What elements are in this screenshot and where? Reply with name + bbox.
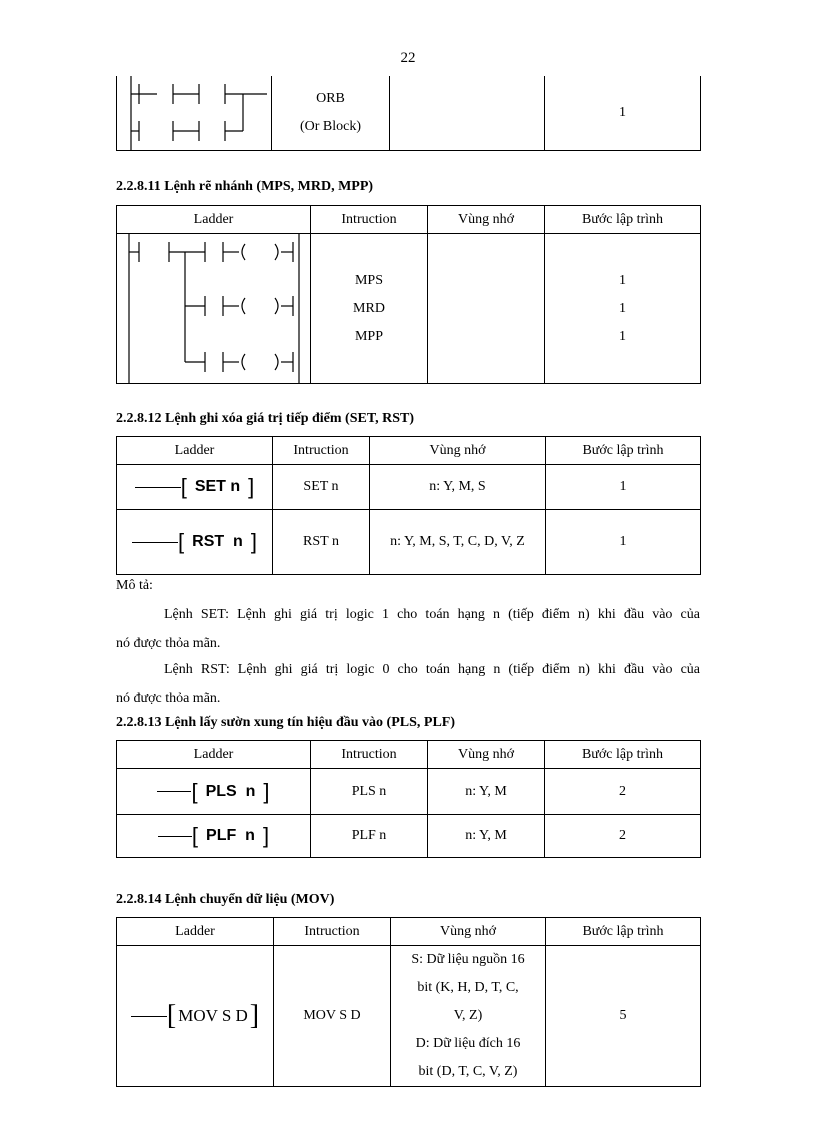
s14-steps: 5: [546, 946, 701, 1087]
s13-pls-memory: n: Y, M: [428, 769, 545, 815]
orb-memory: [390, 76, 545, 151]
s11-step-mpp: 1: [619, 328, 626, 344]
s14-header-instruction: Intruction: [274, 918, 391, 946]
s14-memory-line3: V, Z): [453, 1008, 483, 1023]
orb-steps: 1: [545, 76, 701, 151]
s13-plf-steps: 2: [545, 815, 701, 858]
s13-plf-ladder: [ PLF n ]: [117, 815, 311, 858]
orb-instruction-line1: ORB: [316, 91, 345, 106]
s11-ladder: [117, 234, 311, 384]
section-13-heading: 2.2.8.13 Lệnh lấy sườn xung tín hiệu đầu vào (PLS, PLF): [116, 715, 456, 730]
s12-rst-memory: n: Y, M, S, T, C, D, V, Z: [370, 510, 546, 575]
s12-rst-steps: 1: [546, 510, 701, 575]
s14-header-steps: Bước lập trình: [546, 918, 701, 946]
plf-ladder-label: PLF n: [206, 827, 255, 844]
orb-ladder: [117, 76, 272, 151]
s13-header-steps: Bước lập trình: [545, 741, 701, 769]
section-11-table: [116, 205, 701, 384]
s14-header-memory: Vùng nhớ: [391, 918, 546, 946]
s11-header-instruction: Intruction: [311, 206, 428, 234]
section-14-table: [116, 917, 701, 1087]
s14-instruction: MOV S D: [274, 946, 391, 1087]
s14-memory-line1: S: Dữ liệu nguồn 16: [411, 952, 525, 967]
description-label: Mô tả:: [116, 578, 153, 593]
page-number: 22: [400, 50, 416, 66]
s11-header-ladder: Ladder: [117, 206, 311, 234]
section-11-heading: 2.2.8.11 Lệnh rẽ nhánh (MPS, MRD, MPP): [116, 179, 374, 194]
s12-rst-instruction: RST n: [273, 510, 370, 575]
set-ladder-label: SET n: [194, 478, 241, 495]
s11-step-mps: 1: [619, 272, 626, 288]
orb-table: [116, 76, 701, 151]
s12-set-steps: 1: [546, 465, 701, 510]
s12-header-ladder: Ladder: [117, 437, 273, 465]
s12-rst-ladder: [ RST n ]: [117, 510, 273, 575]
set-description-line2: nó được thỏa mãn.: [116, 636, 221, 651]
table-row: [117, 946, 701, 1087]
s13-header-ladder: Ladder: [117, 741, 311, 769]
s12-header-steps: Bước lập trình: [546, 437, 701, 465]
orb-instruction-line2: (Or Block): [299, 119, 362, 134]
s11-step-mrd: 1: [619, 300, 626, 316]
s11-instruction-mrd: MRD: [353, 300, 385, 316]
rst-description-line2: nó được thỏa mãn.: [116, 691, 221, 706]
s13-pls-steps: 2: [545, 769, 701, 815]
s11-header-steps: Bước lập trình: [545, 206, 701, 234]
s14-ladder: [ MOV S D ]: [117, 946, 274, 1087]
section-13-table: [116, 740, 701, 858]
s12-set-ladder: [ SET n ]: [117, 465, 273, 510]
s11-instructions: [311, 234, 428, 384]
set-description-line1: Lệnh SET: Lệnh ghi giá trị logic 1 cho toán hạng n (tiếp điểm n) khi đầu vào của: [164, 607, 700, 622]
s14-header-ladder: Ladder: [117, 918, 274, 946]
s11-header-memory: Vùng nhớ: [428, 206, 545, 234]
s11-instruction-mps: MPS: [354, 272, 384, 288]
table-row: [117, 769, 701, 815]
section-14-heading: 2.2.8.14 Lệnh chuyển dữ liệu (MOV): [116, 892, 335, 907]
orb-instruction: [272, 76, 390, 151]
section-12-heading: 2.2.8.12 Lệnh ghi xóa giá trị tiếp điểm (SET, RST): [116, 411, 415, 426]
s14-memory-line2: bit (K, H, D, T, C,: [417, 980, 519, 995]
s13-pls-instruction: PLS n: [311, 769, 428, 815]
s13-plf-instruction: PLF n: [311, 815, 428, 858]
table-row: [117, 510, 701, 575]
s11-steps: [545, 234, 701, 384]
s12-set-memory: n: Y, M, S: [370, 465, 546, 510]
rst-description-line1: Lệnh RST: Lệnh ghi giá trị logic 0 cho toán hạng n (tiếp điểm n) khi đầu vào của: [164, 662, 700, 677]
s14-memory-line4: D: Dữ liệu đích 16: [415, 1036, 521, 1051]
s12-header-instruction: Intruction: [273, 437, 370, 465]
rst-ladder-label: RST n: [192, 533, 243, 550]
mov-ladder-label: MOV S D: [178, 1006, 248, 1025]
s14-memory-line5: bit (D, T, C, V, Z): [418, 1064, 518, 1079]
pls-ladder-label: PLS n: [205, 782, 256, 800]
s12-set-instruction: SET n: [273, 465, 370, 510]
s11-instruction-mpp: MPP: [354, 328, 384, 344]
mps-ladder-diagram: [117, 234, 311, 383]
s13-plf-memory: n: Y, M: [428, 815, 545, 858]
table-row: [117, 815, 701, 858]
s12-header-memory: Vùng nhớ: [370, 437, 546, 465]
section-12-table: [116, 436, 701, 575]
orb-ladder-diagram: [117, 76, 272, 150]
s13-header-memory: Vùng nhớ: [428, 741, 545, 769]
s11-memory: [428, 234, 545, 384]
s13-pls-ladder: [ PLS n ]: [117, 769, 311, 815]
s14-memory: [391, 946, 546, 1087]
s13-header-instruction: Intruction: [311, 741, 428, 769]
table-row: [117, 465, 701, 510]
